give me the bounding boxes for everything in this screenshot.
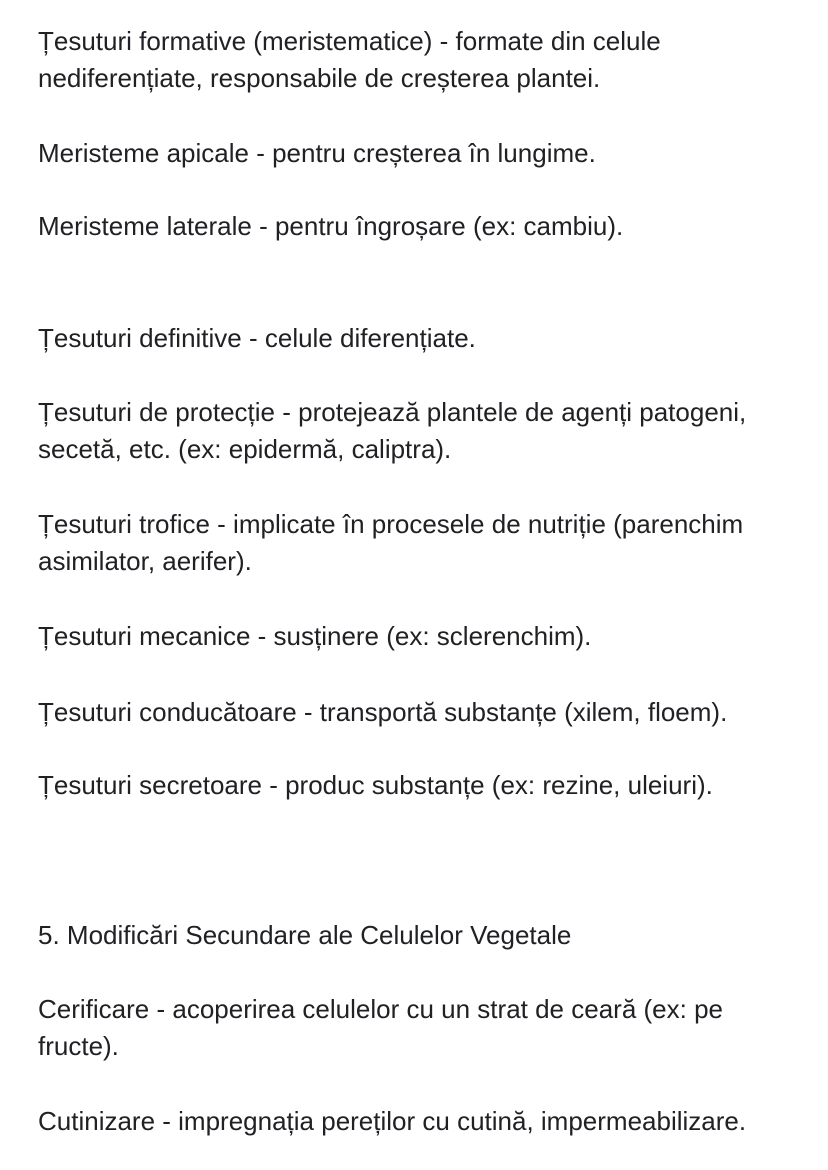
paragraph-cutinization: Cutinizare - impregnația pereților cu cutină, impermeabilizare. (38, 1106, 747, 1136)
paragraph-trophic-tissues: Țesuturi trofice - implicate în procesele de nutriție (parenchim asimilator, aerifer). (38, 509, 744, 576)
paragraph-formative-tissues: Țesuturi formative (meristematice) - formate din celule nediferențiate, responsabile de creșterea plantei. (38, 26, 661, 93)
section-heading-secondary-modifications: 5. Modificări Secundare ale Celulelor Vegetale (38, 920, 572, 950)
paragraph-definitive-tissues: Țesuturi definitive - celule diferențiate. (38, 323, 476, 353)
paragraph-mechanical-tissues: Țesuturi mecanice - susținere (ex: sclerenchim). (38, 621, 592, 651)
paragraph-lateral-meristems: Meristeme laterale - pentru îngroșare (ex: cambiu). (38, 211, 624, 241)
paragraph-apical-meristems: Meristeme apicale - pentru creșterea în lungime. (38, 138, 596, 168)
paragraph-secretory-tissues: Țesuturi secretoare - produc substanțe (ex: rezine, uleiuri). (38, 770, 713, 800)
paragraph-cerification: Cerificare - acoperirea celulelor cu un strat de ceară (ex: pe fructe). (38, 994, 723, 1061)
paragraph-protective-tissues: Țesuturi de protecție - protejează plantele de agenți patogeni, secetă, etc. (ex: epidermă, caliptra). (38, 397, 747, 464)
paragraph-conductive-tissues: Țesuturi conducătoare - transportă substanțe (xilem, floem). (38, 697, 728, 727)
